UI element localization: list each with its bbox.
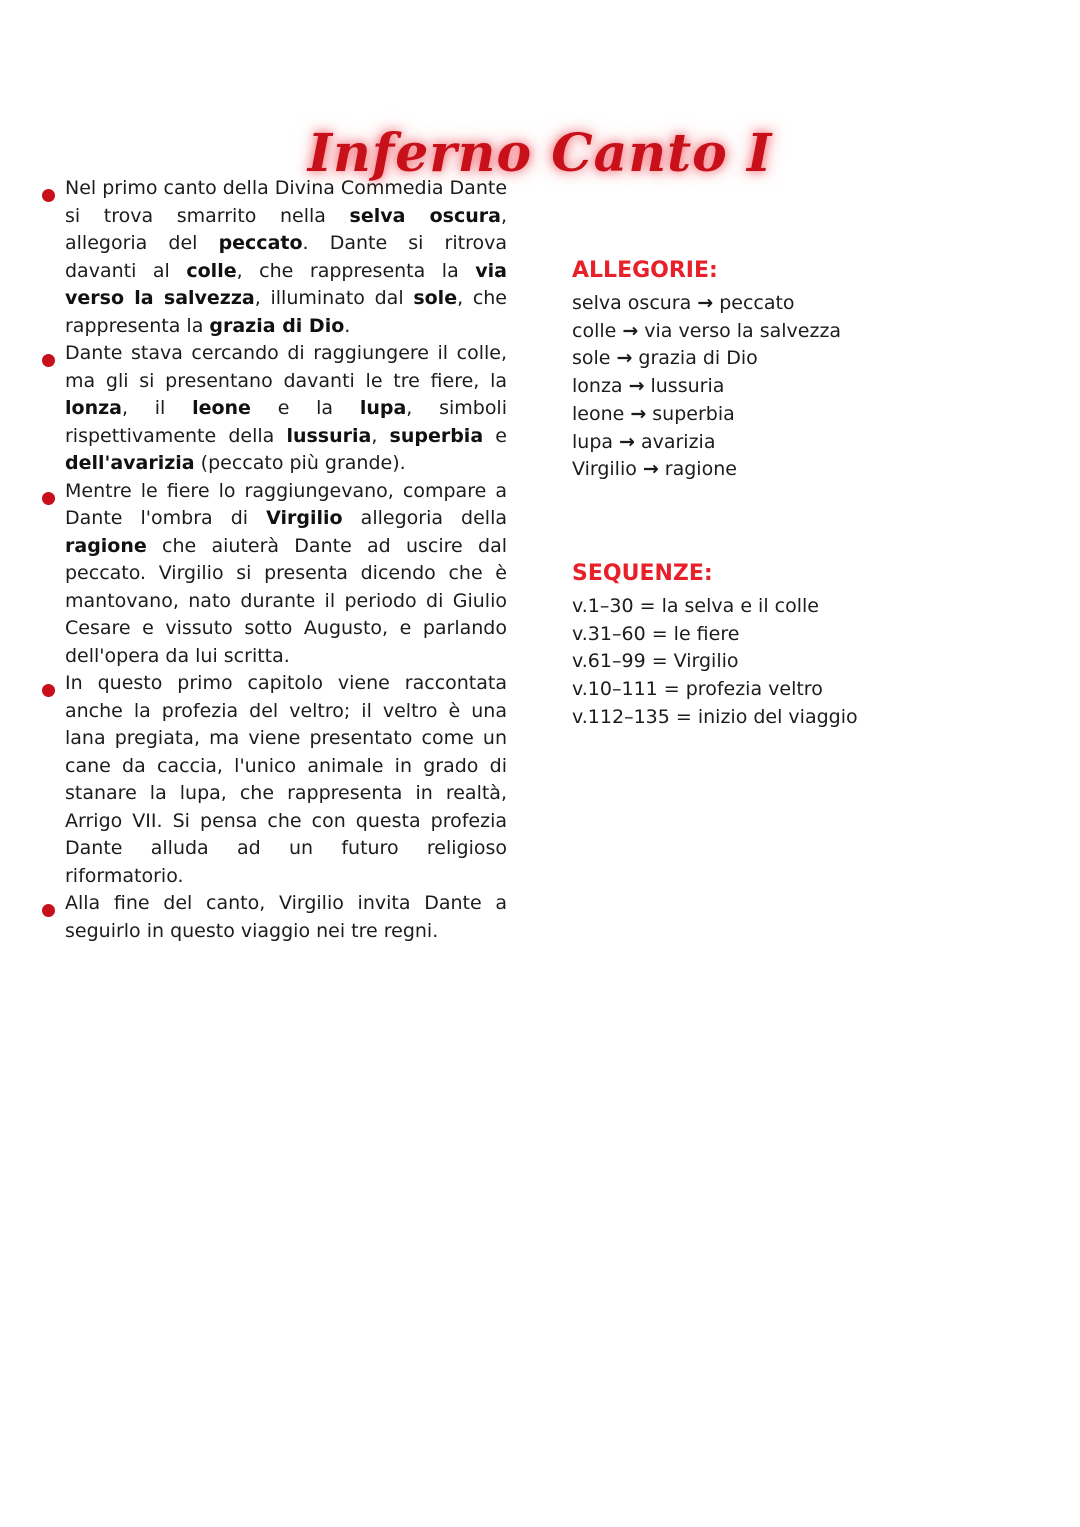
- paragraph-text: , il: [121, 397, 193, 419]
- arrow-right-icon: →: [619, 430, 635, 453]
- paragraph-text: Nel primo canto della Divina Commedia Dante si trova smarrito nella: [65, 177, 508, 227]
- allegorie-list: [572, 290, 1012, 484]
- bullet-dot-icon: [42, 684, 55, 697]
- highlight-term: Virgilio: [266, 507, 343, 529]
- paragraph-text: , allegoria del: [65, 204, 508, 254]
- sequenza-item: v.31–60 = le fiere: [572, 622, 740, 645]
- highlight-term: selva oscura: [349, 204, 501, 227]
- allegoria-meaning: ragione: [664, 458, 737, 481]
- highlight-term: colle: [186, 259, 237, 282]
- summary-paragraph: [65, 478, 507, 671]
- arrow-right-icon: →: [628, 375, 645, 398]
- sequenza-item: v.112–135 = inizio del viaggio: [572, 705, 858, 728]
- allegoria-term: sole: [572, 347, 611, 370]
- arrow-right-icon: →: [622, 319, 639, 342]
- allegoria-meaning: via verso la salvezza: [644, 319, 842, 342]
- bullet-dot-icon: [42, 354, 55, 367]
- allegoria-meaning: peccato: [719, 292, 795, 314]
- allegoria-term: lupa: [572, 430, 614, 453]
- paragraph-text: , che rappresenta la: [236, 259, 476, 282]
- allegoria-item: [572, 401, 1012, 429]
- summary-paragraph: [65, 890, 507, 945]
- sequenze-heading: SEQUENZE:: [572, 561, 713, 586]
- paragraph-text: . Dante si ritrova davanti al: [65, 232, 507, 282]
- paragraph-text: allegoria della: [342, 507, 508, 529]
- allegoria-meaning: lussuria: [650, 375, 725, 398]
- paragraph-text: , illuminato dal: [254, 287, 414, 309]
- paragraph-text: e: [483, 424, 507, 447]
- allegoria-meaning: grazia di Dio: [638, 347, 758, 370]
- allegoria-item: [572, 429, 1012, 457]
- arrow-right-icon: →: [630, 402, 647, 425]
- page-title: Inferno Canto I: [307, 122, 773, 184]
- summary-column: [65, 175, 507, 945]
- summary-paragraph: [65, 670, 507, 890]
- paragraph-text: e la: [250, 397, 360, 419]
- highlight-term: lussuria: [286, 424, 372, 447]
- paragraph-text: Dante stava cercando di raggiungere il colle, ma gli si presentano davanti le tre fiere, la: [65, 342, 507, 392]
- highlight-term: ragione: [65, 534, 147, 557]
- highlight-term: sole: [413, 287, 458, 309]
- sequenze-section: [572, 558, 1012, 732]
- paragraph-text: ,: [371, 424, 390, 447]
- highlight-term: peccato: [218, 232, 303, 254]
- allegoria-item: [572, 373, 1012, 401]
- highlight-term: dell'avarizia: [65, 452, 195, 474]
- allegoria-item: [572, 345, 1012, 373]
- highlight-term: lonza: [65, 397, 122, 419]
- paragraph-text: , simboli rispettivamente della: [65, 397, 507, 447]
- summary-paragraph: [65, 175, 507, 340]
- allegoria-meaning: superbia: [652, 402, 735, 425]
- allegorie-section: [572, 255, 1012, 484]
- paragraph-text: .: [344, 314, 351, 337]
- sequenze-list: [572, 593, 1012, 732]
- arrow-right-icon: →: [697, 292, 714, 314]
- arrow-right-icon: →: [642, 458, 659, 481]
- highlight-term: leone: [192, 397, 251, 419]
- allegoria-term: colle: [572, 319, 617, 342]
- sequenza-item: v.10–111 = profezia veltro: [572, 678, 823, 701]
- summary-paragraph: [65, 340, 507, 478]
- arrow-right-icon: →: [616, 347, 633, 370]
- highlight-term: superbia: [389, 424, 484, 447]
- paragraph-text: In questo primo capitolo viene raccontata anche la profezia del veltro; il veltro è una lana pregiata, ma viene presentato come un cane da caccia, l'unico animale in grado di stanare la lupa, che rappresenta in realtà, Arrigo VII. Si pensa che con questa profezia Dante alluda ad un futuro religioso riformatorio.: [65, 672, 507, 887]
- allegoria-item: [572, 456, 1012, 484]
- paragraph-text: che aiuterà Dante ad uscire dal peccato. Virgilio si presenta dicendo che è mantovano, nato durante il periodo di Giulio Cesare e vissuto sotto Augusto, e parlando dell'opera da lui scritta.: [65, 534, 507, 667]
- highlight-term: lupa: [359, 397, 407, 419]
- bullet-dot-icon: [42, 492, 55, 505]
- allegorie-heading: ALLEGORIE:: [572, 258, 718, 283]
- paragraph-text: , che rappresenta la: [65, 287, 507, 337]
- allegoria-term: selva oscura: [572, 292, 692, 314]
- highlight-term: grazia di Dio: [209, 314, 345, 337]
- allegoria-meaning: avarizia: [640, 430, 716, 453]
- allegoria-item: [572, 290, 1012, 318]
- allegoria-term: Virgilio: [572, 458, 637, 481]
- paragraph-text: Alla fine del canto, Virgilio invita Dante a seguirlo in questo viaggio nei tre regni.: [65, 892, 507, 942]
- allegoria-item: [572, 318, 1012, 346]
- bullet-dot-icon: [42, 904, 55, 917]
- sequenza-item: v.1–30 = la selva e il colle: [572, 595, 819, 617]
- highlight-term: via verso la salvezza: [65, 259, 507, 309]
- paragraph-text: (peccato più grande).: [194, 452, 406, 474]
- bullet-dot-icon: [42, 189, 55, 202]
- paragraph-text: Mentre le fiere lo raggiungevano, compare a Dante l'ombra di: [65, 479, 507, 529]
- sequenza-item: v.61–99 = Virgilio: [572, 650, 739, 673]
- allegoria-term: lonza: [572, 375, 623, 398]
- allegoria-term: leone: [572, 402, 625, 425]
